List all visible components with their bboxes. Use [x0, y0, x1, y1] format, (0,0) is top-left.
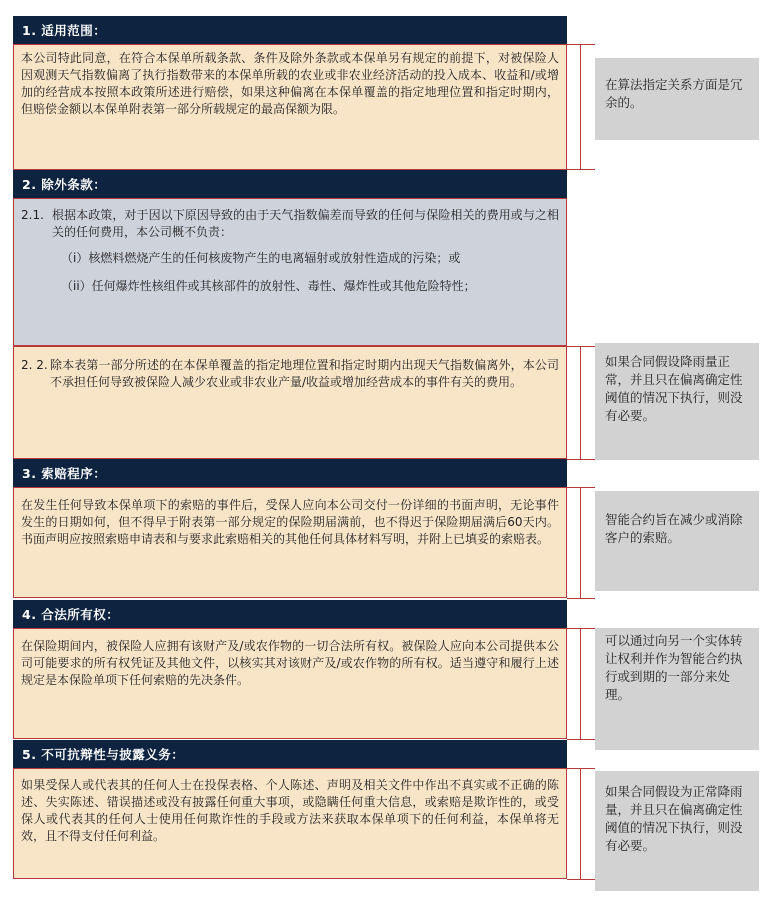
annotation-note-4-text: 可以通过向另一个实体转让权利并作为智能合约执行或到期的一部分来处理。: [605, 633, 743, 702]
section-3-header: [13, 459, 567, 487]
connector-5-top: [567, 768, 595, 769]
section-2-title: 2. 除外条款：: [22, 177, 107, 192]
section-5-title: 5. 不可抗辩性与披露义务：: [22, 747, 185, 762]
section-2-header: [13, 170, 567, 198]
section-5-header: [13, 740, 567, 768]
connector-3-top: [567, 487, 595, 488]
section-5-body: [13, 768, 567, 879]
clause-2-1-item-ii: [21, 278, 559, 295]
section-1-title: 1. 适用范围：: [22, 23, 107, 38]
section-2-clause-1-box: [13, 198, 567, 346]
connector-5-bracket: [580, 768, 581, 879]
connector-1-bottom: [567, 169, 595, 170]
connector-3-bracket: [580, 487, 581, 598]
clause-2-1-item-i: [21, 250, 559, 267]
section-5-text: 如果受保人或代表其的任何人士在投保表格、个人陈述、声明及相关文件中作出不真实或不正确的陈述、失实陈述、错误描述或没有披露任何重大事项，或隐瞒任何重大信息，或索赔是欺诈性的，或受保人或代表其的任何人士使用任何欺诈性的手段或方法来获取本保单项下的任何利益，本保单将无效，且不得支付任何利益。: [21, 778, 559, 843]
connector-4-bracket: [580, 628, 581, 739]
section-2-clause-2-box: [13, 346, 567, 459]
section-4-text: 在保险期间内，被保险人应拥有该财产及/或农作物的一切合法所有权。被保险人应向本公司提供本公司可能要求的所有权凭证及其他文件，以核实其对该财产及/或农作物的所有权。适当遵守和履行上述规定是本保险单项下任何索赔的先决条件。: [21, 639, 559, 687]
connector-5-bottom: [567, 879, 595, 880]
annotation-note-4: [595, 628, 759, 750]
annotation-note-1: [595, 58, 759, 140]
connector-4-top: [567, 628, 595, 629]
connector-1-bracket: [580, 44, 581, 170]
section-1-header: [13, 16, 567, 44]
annotation-note-5-text: 如果合同假设为正常降雨量，并且只在偏离确定性阈值的情况下执行，则没有必要。: [605, 784, 743, 853]
section-4-header: [13, 600, 567, 628]
section-4-body: [13, 628, 567, 739]
section-4-title: 4. 合法所有权：: [22, 607, 120, 622]
clause-2-1-item-ii-text: （ii）任何爆炸性核组件或其核部件的放射性、毒性、爆炸性或其他危险特性；: [61, 279, 476, 293]
connector-2-bottom: [567, 459, 595, 460]
section-3-text: 在发生任何导致本保单项下的索赔的事件后，受保人应向本公司交付一份详细的书面声明，无论事件发生的日期如何，但不得早于附表第一部分规定的保险期届满前，也不得迟于保险期届满后60天内。书面声明应按照索赔申请表和与要求此索赔相关的其他任何具体材料写明，并附上已填妥的索赔表。: [21, 498, 559, 546]
clause-2-2-text: 除本表第一部分所述的在本保单覆盖的指定地理位置和指定时期内出现天气指数偏离外，本公司不承担任何导致被保险人减少农业或非农业产量/收益或增加经营成本的事件有关的费用。: [50, 358, 559, 389]
clause-2-1-text: 根据本政策，对于因以下原因导致的由于天气指数偏差而导致的任何与保险相关的费用或与之相关的任何费用，本公司概不负责：: [52, 208, 559, 239]
connector-3-bottom: [567, 598, 595, 599]
clause-2-2-number: 2. 2.: [21, 358, 48, 372]
connector-2-bracket: [580, 346, 581, 459]
annotation-note-2: [595, 343, 759, 460]
section-3-body: [13, 487, 567, 598]
connector-4-bottom: [567, 739, 595, 740]
section-1-body: [13, 44, 567, 170]
annotation-note-3: [595, 491, 759, 591]
annotation-note-2-text: 如果合同假设降雨量正常，并且只在偏离确定性阈值的情况下执行，则没有必要。: [605, 354, 743, 423]
clause-2-1: [21, 207, 559, 241]
section-1-text: 本公司特此同意，在符合本保单所载条款、条件及除外条款或本保单另有规定的前提下，对被保险人因观测天气指数偏离了执行指数带来的本保单所载的农业或非农业经济活动的投入成本、收益和/或增加的经营成本按照本政策所述进行赔偿，如果这种偏离在本保单覆盖的指定地理位置和指定时期内，但赔偿金额以本保单附表第一部分所载规定的最高保额为限。: [21, 51, 559, 116]
clause-2-2: [21, 357, 559, 391]
annotation-note-1-text: 在算法指定关系方面是冗余的。: [605, 77, 743, 110]
annotation-note-3-text: 智能合约旨在减少或消除客户的索赔。: [605, 512, 743, 545]
clause-2-1-number: 2.1.: [21, 208, 44, 222]
annotation-note-5: [595, 771, 759, 891]
connector-2-top: [567, 346, 595, 347]
section-3-title: 3. 索赔程序：: [22, 466, 107, 481]
clause-2-1-item-i-text: （i）核燃料燃烧产生的任何核废物产生的电离辐射或放射性造成的污染；或: [61, 251, 461, 265]
connector-1-top: [567, 44, 595, 45]
